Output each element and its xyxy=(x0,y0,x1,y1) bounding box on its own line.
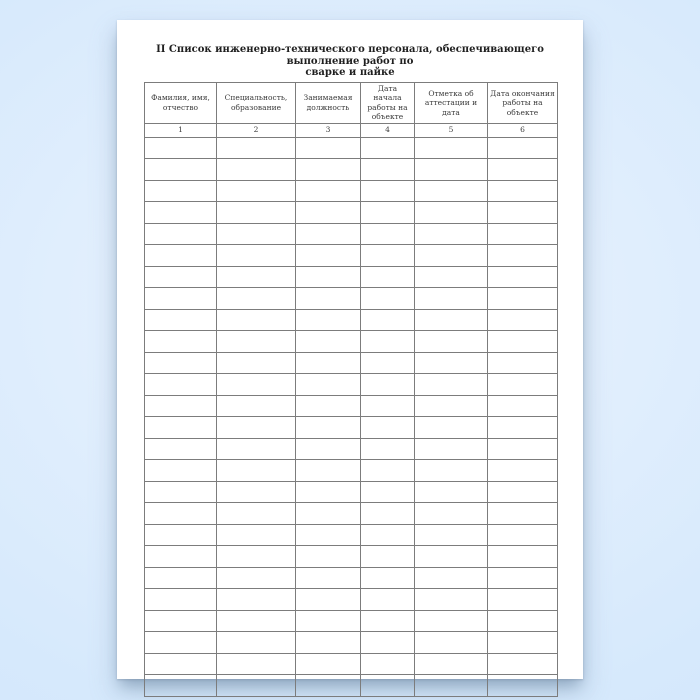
table-cell xyxy=(488,567,558,589)
table-cell xyxy=(361,632,415,654)
table-cell xyxy=(361,610,415,632)
table-cell xyxy=(217,352,296,374)
table-container xyxy=(144,82,558,697)
table-cell xyxy=(415,395,488,417)
table-row xyxy=(145,223,558,245)
table-cell xyxy=(488,266,558,288)
table-cell xyxy=(145,202,217,224)
table-row xyxy=(145,309,558,331)
table-cell xyxy=(217,395,296,417)
document-title-line2: сварке и пайке xyxy=(305,67,395,78)
table-cell xyxy=(296,460,361,482)
table-cell xyxy=(296,589,361,611)
table-cell xyxy=(145,266,217,288)
table-row xyxy=(145,610,558,632)
table-row xyxy=(145,245,558,267)
table-cell xyxy=(488,137,558,159)
table-cell xyxy=(415,137,488,159)
table-cell xyxy=(296,675,361,697)
table-row xyxy=(145,395,558,417)
table-cell xyxy=(217,309,296,331)
table-cell xyxy=(361,438,415,460)
table-cell xyxy=(145,438,217,460)
table-cell xyxy=(361,653,415,675)
table-cell xyxy=(361,245,415,267)
table-cell xyxy=(488,417,558,439)
table-cell xyxy=(488,503,558,525)
table-cell xyxy=(145,137,217,159)
table-cell xyxy=(361,352,415,374)
table-cell xyxy=(296,352,361,374)
column-number: 1 xyxy=(145,123,217,137)
table-cell xyxy=(296,546,361,568)
table-cell xyxy=(217,245,296,267)
table-cell xyxy=(488,546,558,568)
table-cell xyxy=(415,266,488,288)
table-cell xyxy=(217,223,296,245)
table-row xyxy=(145,288,558,310)
table-cell xyxy=(488,438,558,460)
table-cell xyxy=(488,460,558,482)
table-cell xyxy=(145,352,217,374)
table-cell xyxy=(361,675,415,697)
table-cell xyxy=(296,524,361,546)
table-cell xyxy=(217,137,296,159)
table-row xyxy=(145,266,558,288)
table-row xyxy=(145,524,558,546)
table-cell xyxy=(217,438,296,460)
table-cell xyxy=(488,481,558,503)
table-row xyxy=(145,481,558,503)
table-cell xyxy=(217,180,296,202)
table-cell xyxy=(217,589,296,611)
table-cell xyxy=(361,503,415,525)
table-cell xyxy=(145,546,217,568)
table-cell xyxy=(488,159,558,181)
table-cell xyxy=(217,331,296,353)
table-head xyxy=(145,83,558,138)
table-cell xyxy=(217,266,296,288)
table-cell xyxy=(296,180,361,202)
table-cell xyxy=(415,223,488,245)
table-row xyxy=(145,137,558,159)
table-cell xyxy=(488,675,558,697)
table-cell xyxy=(296,395,361,417)
table-row xyxy=(145,653,558,675)
column-number: 5 xyxy=(415,123,488,137)
table-cell xyxy=(415,309,488,331)
table-cell xyxy=(361,567,415,589)
table-cell xyxy=(217,546,296,568)
table-cell xyxy=(296,653,361,675)
table-cell xyxy=(488,309,558,331)
table-cell xyxy=(488,653,558,675)
table-cell xyxy=(415,159,488,181)
table-cell xyxy=(415,331,488,353)
table-cell xyxy=(361,288,415,310)
table-cell xyxy=(488,610,558,632)
table-cell xyxy=(296,503,361,525)
table-cell xyxy=(361,309,415,331)
table-cell xyxy=(415,503,488,525)
column-header: Дата окончания работы на объекте xyxy=(488,83,558,124)
table-cell xyxy=(145,632,217,654)
document-page xyxy=(117,20,583,679)
table-cell xyxy=(217,288,296,310)
table-cell xyxy=(217,567,296,589)
column-number: 2 xyxy=(217,123,296,137)
table-cell xyxy=(217,503,296,525)
table-cell xyxy=(361,180,415,202)
table-cell xyxy=(296,223,361,245)
table-cell xyxy=(415,202,488,224)
table-cell xyxy=(361,374,415,396)
table-row xyxy=(145,331,558,353)
table-cell xyxy=(488,180,558,202)
table-cell xyxy=(488,331,558,353)
column-numbers-row xyxy=(145,123,558,137)
table-cell xyxy=(361,202,415,224)
table-cell xyxy=(296,266,361,288)
table-cell xyxy=(415,481,488,503)
table-row xyxy=(145,567,558,589)
table-cell xyxy=(488,395,558,417)
table-cell xyxy=(145,245,217,267)
table-cell xyxy=(145,653,217,675)
column-header: Занимаемая должность xyxy=(296,83,361,124)
table-cell xyxy=(415,352,488,374)
table-row xyxy=(145,417,558,439)
table-cell xyxy=(361,331,415,353)
table-cell xyxy=(145,567,217,589)
column-header: Дата начала работы на объекте xyxy=(361,83,415,124)
table-cell xyxy=(296,245,361,267)
table-cell xyxy=(217,524,296,546)
table-row xyxy=(145,374,558,396)
table-cell xyxy=(217,632,296,654)
table-cell xyxy=(217,460,296,482)
table-row xyxy=(145,546,558,568)
table-cell xyxy=(296,159,361,181)
table-cell xyxy=(217,159,296,181)
table-cell xyxy=(296,137,361,159)
table-cell xyxy=(145,331,217,353)
table-row xyxy=(145,159,558,181)
table-row xyxy=(145,460,558,482)
table-cell xyxy=(217,374,296,396)
column-number: 6 xyxy=(488,123,558,137)
table-cell xyxy=(296,202,361,224)
table-row xyxy=(145,589,558,611)
table-cell xyxy=(361,159,415,181)
table-cell xyxy=(217,675,296,697)
table-cell xyxy=(415,460,488,482)
table-cell xyxy=(488,374,558,396)
table-cell xyxy=(145,395,217,417)
header-row xyxy=(145,83,558,124)
table-cell xyxy=(488,288,558,310)
table-cell xyxy=(296,567,361,589)
column-header: Отметка об аттестации и дата xyxy=(415,83,488,124)
table-cell xyxy=(361,395,415,417)
table-cell xyxy=(296,374,361,396)
document-title xyxy=(129,44,571,79)
table-cell xyxy=(296,331,361,353)
table-row xyxy=(145,180,558,202)
table-cell xyxy=(296,309,361,331)
table-cell xyxy=(217,417,296,439)
table-row xyxy=(145,202,558,224)
table-cell xyxy=(296,632,361,654)
column-header: Специальность, образование xyxy=(217,83,296,124)
table-cell xyxy=(361,266,415,288)
table-cell xyxy=(145,223,217,245)
column-number: 4 xyxy=(361,123,415,137)
table-cell xyxy=(415,675,488,697)
table-cell xyxy=(296,288,361,310)
table-cell xyxy=(415,610,488,632)
table-cell xyxy=(488,245,558,267)
table-cell xyxy=(296,481,361,503)
table-cell xyxy=(415,288,488,310)
table-cell xyxy=(217,653,296,675)
table-cell xyxy=(145,524,217,546)
column-header: Фамилия, имя, отчество xyxy=(145,83,217,124)
column-number: 3 xyxy=(296,123,361,137)
table-cell xyxy=(361,589,415,611)
table-cell xyxy=(145,460,217,482)
table-cell xyxy=(145,288,217,310)
table-cell xyxy=(415,546,488,568)
table-cell xyxy=(296,438,361,460)
table-cell xyxy=(361,223,415,245)
table-cell xyxy=(145,309,217,331)
table-cell xyxy=(361,524,415,546)
table-cell xyxy=(296,417,361,439)
table-cell xyxy=(415,524,488,546)
table-cell xyxy=(488,632,558,654)
table-cell xyxy=(145,675,217,697)
table-cell xyxy=(217,610,296,632)
table-body xyxy=(145,137,558,696)
document-title-line1: II Список инженерно-технического персонала, обеспечивающего выполнение работ по xyxy=(156,44,544,67)
table-row xyxy=(145,632,558,654)
table-cell xyxy=(296,610,361,632)
table-cell xyxy=(145,503,217,525)
table-cell xyxy=(145,180,217,202)
table-cell xyxy=(488,589,558,611)
table-cell xyxy=(488,223,558,245)
personnel-table xyxy=(144,82,558,697)
table-cell xyxy=(217,202,296,224)
table-cell xyxy=(415,653,488,675)
table-cell xyxy=(145,159,217,181)
table-cell xyxy=(488,352,558,374)
table-cell xyxy=(145,481,217,503)
table-cell xyxy=(145,610,217,632)
table-cell xyxy=(145,374,217,396)
table-cell xyxy=(361,546,415,568)
table-cell xyxy=(361,460,415,482)
table-cell xyxy=(415,589,488,611)
table-cell xyxy=(488,524,558,546)
table-cell xyxy=(361,137,415,159)
table-cell xyxy=(415,567,488,589)
table-row xyxy=(145,675,558,697)
table-cell xyxy=(488,202,558,224)
table-row xyxy=(145,352,558,374)
table-cell xyxy=(361,417,415,439)
table-cell xyxy=(361,481,415,503)
table-cell xyxy=(415,374,488,396)
table-cell xyxy=(415,417,488,439)
table-cell xyxy=(415,245,488,267)
table-cell xyxy=(217,481,296,503)
table-row xyxy=(145,438,558,460)
table-cell xyxy=(415,438,488,460)
table-cell xyxy=(145,417,217,439)
table-cell xyxy=(145,589,217,611)
table-cell xyxy=(415,180,488,202)
table-row xyxy=(145,503,558,525)
table-cell xyxy=(415,632,488,654)
